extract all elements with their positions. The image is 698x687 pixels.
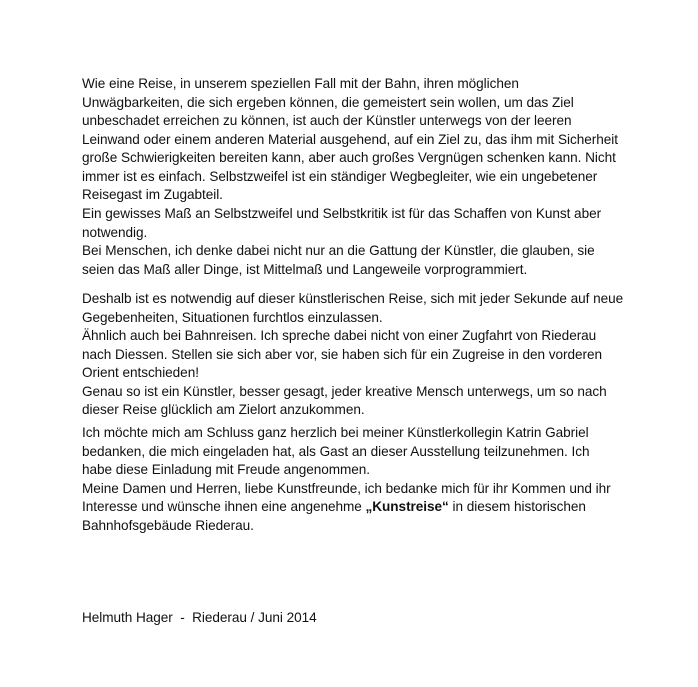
text-line: unbeschadet erreichen zu können, ist auch der Künstler unterwegs von der leeren bbox=[82, 113, 572, 128]
paragraph-journey bbox=[82, 75, 672, 205]
text-line: immer ist es einfach. Selbstzweifel ist ein ständiger Wegbegleiter, wie ein ungebetener bbox=[82, 168, 598, 184]
text-line: seien das Maß aller Dinge, ist Mittelmaß und Langeweile vorprogrammiert. bbox=[82, 261, 528, 277]
text-line: bedanken, die mich eingeladen hat, als Gast an dieser Ausstellung teilzunehmen. Ich bbox=[82, 443, 590, 459]
text-line: Reisegast im Zugabteil. bbox=[82, 187, 223, 202]
text-line: Unwägbarkeiten, die sich ergeben können, die gemeistert sein wollen, um das Ziel bbox=[82, 94, 574, 110]
text-line: notwendig. bbox=[82, 224, 148, 240]
text-segment: Interesse und wünsche ihnen eine angenehme bbox=[82, 499, 366, 514]
text-line: Orient entschieden! bbox=[82, 365, 199, 380]
paragraph-thanks bbox=[82, 424, 672, 535]
text-line: Bei Menschen, ich denke dabei nicht nur an die Gattung der Künstler, die glauben, sie bbox=[82, 243, 595, 258]
kunstreise-emphasis: „Kunstreise“ bbox=[365, 499, 449, 514]
text-line: Wie eine Reise, in unserem speziellen Fall mit der Bahn, ihren möglichen bbox=[82, 76, 519, 91]
text-line: Gegebenheiten, Situationen furchtlos einzulassen. bbox=[82, 309, 383, 325]
text-line: habe diese Einladung mit Freude angenommen. bbox=[82, 462, 371, 477]
text-line: Deshalb ist es notwendig auf dieser künstlerischen Reise, sich mit jeder Sekunde auf neue bbox=[82, 291, 624, 306]
text-line: Ein gewisses Maß an Selbstzweifel und Selbstkritik ist für das Schaffen von Kunst aber bbox=[82, 206, 602, 221]
signature-text: Helmuth Hager - Riederau / Juni 2014 bbox=[82, 610, 317, 625]
text-line: Meine Damen und Herren, liebe Kunstfreunde, ich bedanke mich für ihr Kommen und ihr bbox=[82, 480, 611, 496]
paragraph-self-doubt bbox=[82, 205, 672, 279]
text-segment: in diesem historischen bbox=[448, 499, 586, 514]
text-line: nach Diessen. Stellen sie sich aber vor, sie haben sich für ein Zugreise in den vorderen bbox=[82, 346, 603, 362]
text-line: große Schwierigkeiten bereiten kann, aber auch großes Vergnügen schenken kann. Nicht bbox=[82, 150, 616, 165]
paragraph-artistic-journey bbox=[82, 290, 672, 420]
text-line: Ähnlich auch bei Bahnreisen. Ich spreche dabei nicht von einer Zugfahrt von Riederau bbox=[82, 328, 597, 343]
text-line: Leinwand oder einem anderen Material ausgehend, auf ein Ziel zu, das ihm mit Sicherheit bbox=[82, 131, 618, 147]
text-line: dieser Reise glücklich am Zielort anzukommen. bbox=[82, 402, 365, 417]
text-line: Genau so ist ein Künstler, besser gesagt, jeder kreative Mensch unterwegs, um so nach bbox=[82, 383, 607, 399]
text-line: Ich möchte mich am Schluss ganz herzlich bei meiner Künstlerkollegin Katrin Gabriel bbox=[82, 425, 589, 440]
signature-line bbox=[82, 609, 672, 628]
text-line bbox=[82, 498, 672, 517]
text-line: Bahnhofsgebäude Riederau. bbox=[82, 517, 254, 533]
